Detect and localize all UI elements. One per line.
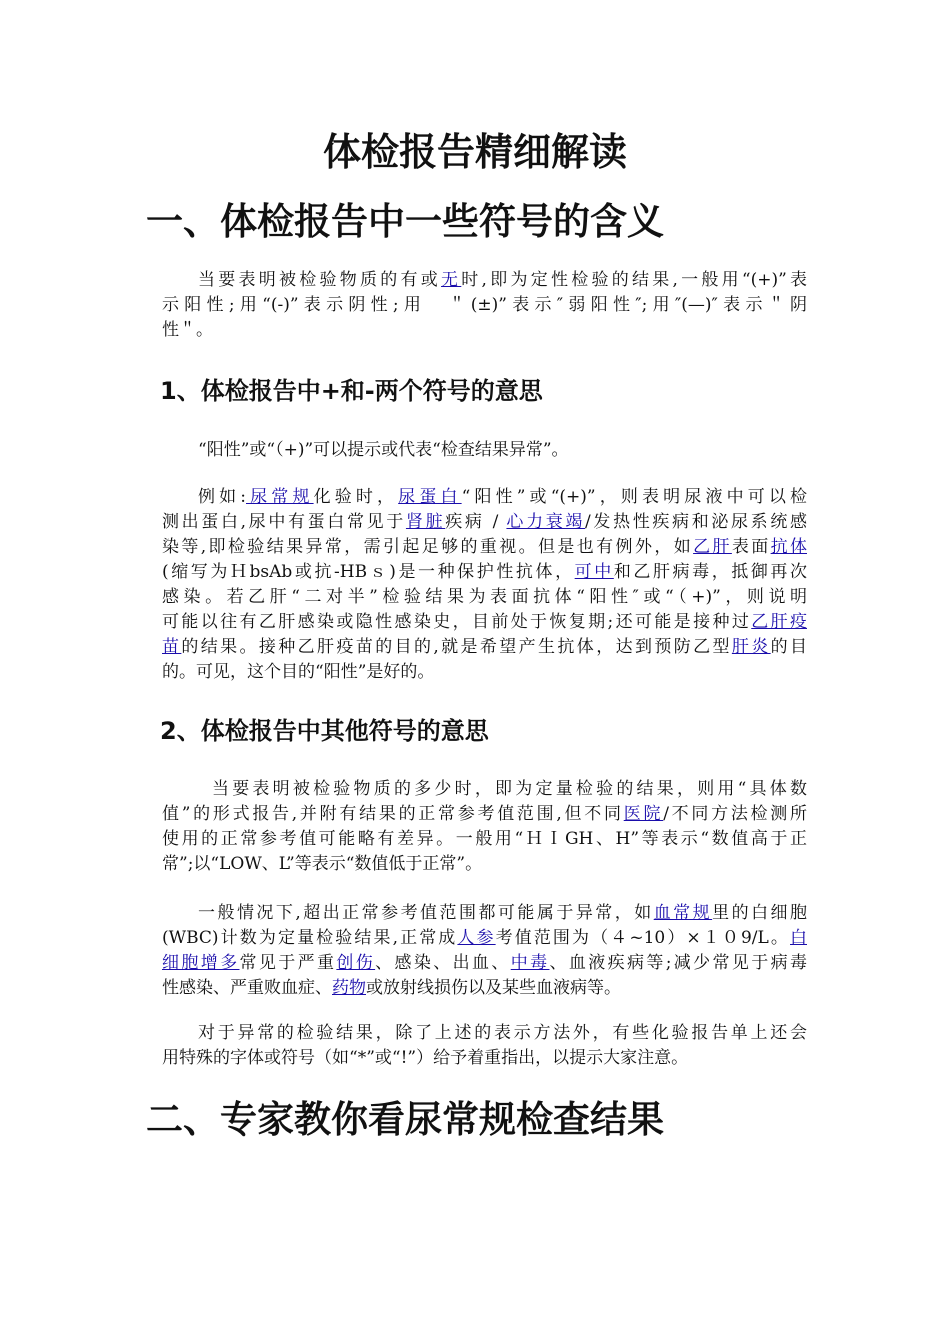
text: 性感染、严重败血症、 [162,978,332,998]
link-hospital[interactable]: 医院 [623,804,664,824]
sub1-paragraph-1 [162,438,807,463]
text: 里的白细胞 [712,903,807,923]
text: 对于异常的检验结果，除了上述的表示方法外，有些化验报告单上还会 [198,1023,807,1043]
sub2-heading: 2、体检报告中其他符号的意思 [160,717,489,745]
text: 例如: [198,487,247,507]
text: “阳性”或“(+)”，则表明尿液中可以检 [461,487,807,507]
text: 表面 [731,537,771,557]
section2-heading: 二、专家教你看尿常规检查结果 [146,1098,664,1141]
sub2-paragraph-2 [162,901,807,1001]
link-blood-routine[interactable]: 血常规 [653,903,713,923]
text: 考值范围为（４~10）×１０9/L。 [495,928,791,948]
link-wu[interactable]: 无 [441,270,462,290]
text: 的结果。接种乙肝疫苗的目的,就是希望产生抗体，达到预防乙型 [181,637,732,657]
text: 使用的正常参考值可能略有差异。一般用“ＨＩGH、H”等表示“数值高于正 [162,829,807,849]
link-trauma[interactable]: 创伤 [336,953,376,973]
text: 当要表明被检验物质的有或 [198,270,442,290]
text: 和乙肝病毒，抵御再次 [613,562,807,582]
section1-heading: 一、体检报告中一些符号的含义 [146,200,664,243]
sub2-paragraph-3 [162,1021,807,1071]
text: 感染。若乙肝“二对半”检验结果为表面抗体“阳性″或“（+)”，则说明 [162,587,807,607]
text: “阳性”或“（+)”可以提示或代表“检查结果异常”。 [198,440,569,460]
text: 用特殊的字体或符号（如“*”或“!”）给予着重指出，以提示大家注意。 [162,1048,689,1068]
text: 染等,即检验结果异常，需引起足够的重视。但是也有例外，如 [162,537,694,557]
text: 当要表明被检验物质的多少时，即为定量检验的结果，则用“具体数 [212,779,807,799]
text: /不同方法检测所 [663,804,807,824]
text: 常”;以“LOW、L”等表示“数值低于正常”。 [162,854,483,874]
text: 疾病 / [445,512,507,532]
link-wbc-increase[interactable]: 白 [790,928,807,948]
link-hbv-vaccine-cont[interactable]: 苗 [162,637,182,657]
text: 的。可见，这个目的“阳性”是好的。 [162,662,435,682]
link-hbv-vaccine[interactable]: 乙肝疫 [751,612,807,632]
text: 测出蛋白,尿中有蛋白常见于 [162,512,406,532]
text: (WBC)计数为定量检验结果,正常成 [162,928,458,948]
link-poisoning[interactable]: 中毒 [510,953,550,973]
text: 的目 [770,637,807,657]
text: 化验时， [313,487,399,507]
page-title: 体检报告精细解读 [322,130,627,174]
link-kezhong[interactable]: 可中 [574,562,614,582]
text: 值”的形式报告,并附有结果的正常参考值范围,但不同 [162,804,624,824]
link-hepatitis-b[interactable]: 乙肝 [693,537,732,557]
link-drugs[interactable]: 药物 [332,978,366,998]
text: 示阳性;用“(-)”表示阴性;用 ＂(±)”表示″弱阳性″;用″(—)″表示＂阴 [162,295,807,315]
text: (缩写为ＨbsAb或抗-HBｓ)是一种保护性抗体， [162,562,575,582]
link-kidney[interactable]: 肾脏 [405,512,446,532]
text: 性＂。 [162,320,213,340]
text: 可能以往有乙肝感染或隐性感染史，目前处于恢复期;还可能是接种过 [162,612,752,632]
link-wbc-increase-cont[interactable]: 细胞增多 [162,953,240,973]
text: 、血液疾病等;减少常见于病毒 [549,953,807,973]
link-antibody[interactable]: 抗体 [770,537,807,557]
link-hepatitis[interactable]: 肝炎 [731,637,771,657]
sub1-paragraph-2 [162,485,807,685]
sub2-paragraph-1 [162,777,807,877]
text: 或放射线损伤以及某些血液病等。 [366,978,621,998]
link-urine-protein[interactable]: 尿蛋白 [398,487,462,507]
link-renshen[interactable]: 人参 [457,928,496,948]
text: 常见于严重 [239,953,337,973]
link-heart-failure[interactable]: 心力衰竭 [506,512,586,532]
text: 一般情况下,超出正常参考值范围都可能属于异常，如 [198,903,654,923]
text: 时,即为定性检验的结果,一般用“(+)”表 [461,270,807,290]
intro-paragraph [162,268,807,343]
text: 、感染、出血、 [375,953,511,973]
link-urine-routine[interactable]: 尿常规 [246,487,314,507]
sub1-heading: 1、体检报告中+和-两个符号的意思 [160,377,543,405]
text: /发热性疾病和泌尿系统感 [585,512,807,532]
